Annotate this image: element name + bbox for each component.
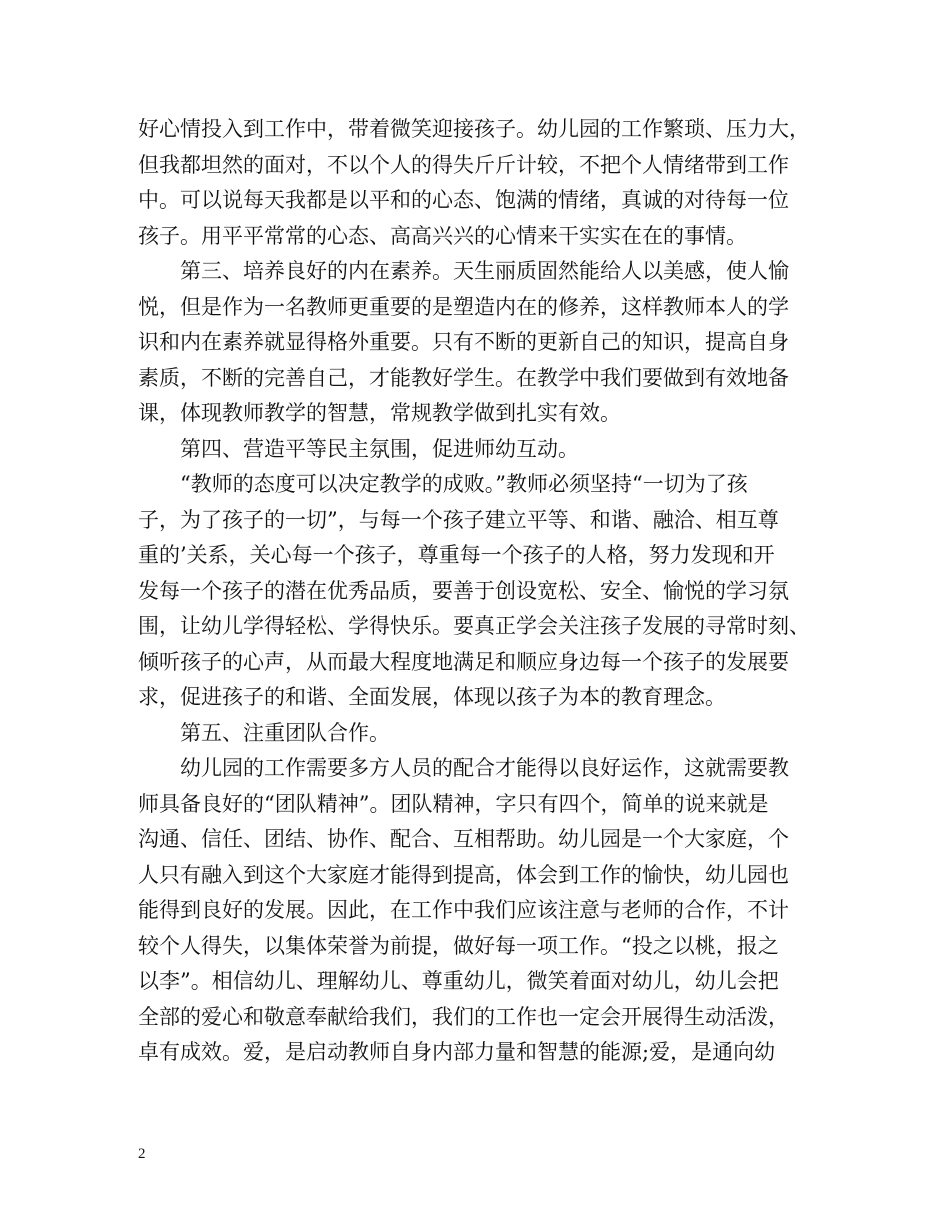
text-line: 求，促进孩子的和谐、全面发展，体现以孩子为本的教育理念。 (138, 685, 726, 709)
text-line: 师具备良好的“团队精神”。团队精神，字只有四个，简单的说来就是 (138, 791, 769, 816)
text-line: 以李”。相信幼儿、理解幼儿、尊重幼儿，微笑着面对幼儿，幼儿会把 (138, 969, 779, 993)
text-line: 好心情投入到工作中，带着微笑迎接孩子。幼儿园的工作繁琐、压力大， (138, 117, 810, 141)
text-line: 子，为了孩子的一切”，与每一个孩子建立平等、和谐、融洽、相互尊 (138, 507, 779, 532)
text-line: 第三、培养良好的内在素养。天生丽质固然能给人以美感，使人愉 (180, 259, 789, 283)
document-body (138, 112, 828, 1071)
text-line: 倾听孩子的心声，从而最大程度地满足和顺应身边每一个孩子的发展要 (138, 649, 789, 674)
text-line: 悦，但是作为一名教师更重要的是塑造内在的修养，这样教师本人的学 (138, 294, 789, 319)
text-line: 卓有成效。爱，是启动教师自身内部力量和智慧的能源;爱，是通向幼 (138, 1040, 776, 1064)
text-line: 沟通、信任、团结、协作、配合、互相帮助。幼儿园是一个大家庭，个 (138, 827, 789, 851)
text-line: 围，让幼儿学得轻松、学得快乐。要真正学会关注孩子发展的寻常时刻、 (138, 614, 810, 638)
text-line: 重的’关系，关心每一个孩子，尊重每一个孩子的人格，努力发现和开 (138, 543, 775, 567)
text-line: 素质，不断的完善自己，才能教好学生。在教学中我们要做到有效地备 (138, 365, 789, 390)
page-number: 2 (138, 1146, 146, 1162)
text-line: 人只有融入到这个大家庭才能得到提高，体会到工作的愉快，幼儿园也 (138, 862, 789, 887)
text-line: 较个人得失，以集体荣誉为前提，做好每一项工作。“投之以桃，报之 (138, 933, 779, 958)
text-line: 第四、营造平等民主氛围，促进师幼互动。 (180, 436, 579, 461)
text-line: 中。可以说每天我都是以平和的心态、饱满的情绪，真诚的对待每一位 (138, 188, 789, 212)
text-line: 但我都坦然的面对，不以个人的得失斤斤计较，不把个人情绪带到工作 (138, 152, 789, 177)
text-line: 全部的爱心和敬意奉献给我们，我们的工作也一定会开展得生动活泼， (138, 1004, 789, 1029)
text-line: “教师的态度可以决定教学的成败。”教师必须坚持“一切为了孩 (180, 472, 748, 496)
text-line: 幼儿园的工作需要多方人员的配合才能得以良好运作，这就需要教 (180, 756, 789, 780)
text-line: 能得到良好的发展。因此，在工作中我们应该注意与老师的合作，不计 (138, 898, 789, 922)
text-line: 第五、注重团队合作。 (180, 720, 390, 745)
text-line: 课，体现教师教学的智慧，常规教学做到扎实有效。 (138, 401, 621, 425)
text-line: 发每一个孩子的潜在优秀品质，要善于创设宽松、安全、愉悦的学习氛 (138, 578, 789, 603)
text-line: 识和内在素养就显得格外重要。只有不断的更新自己的知识，提高自身 (138, 330, 789, 354)
text-line: 孩子。用平平常常的心态、高高兴兴的心情来干实实在在的事情。 (138, 223, 747, 248)
